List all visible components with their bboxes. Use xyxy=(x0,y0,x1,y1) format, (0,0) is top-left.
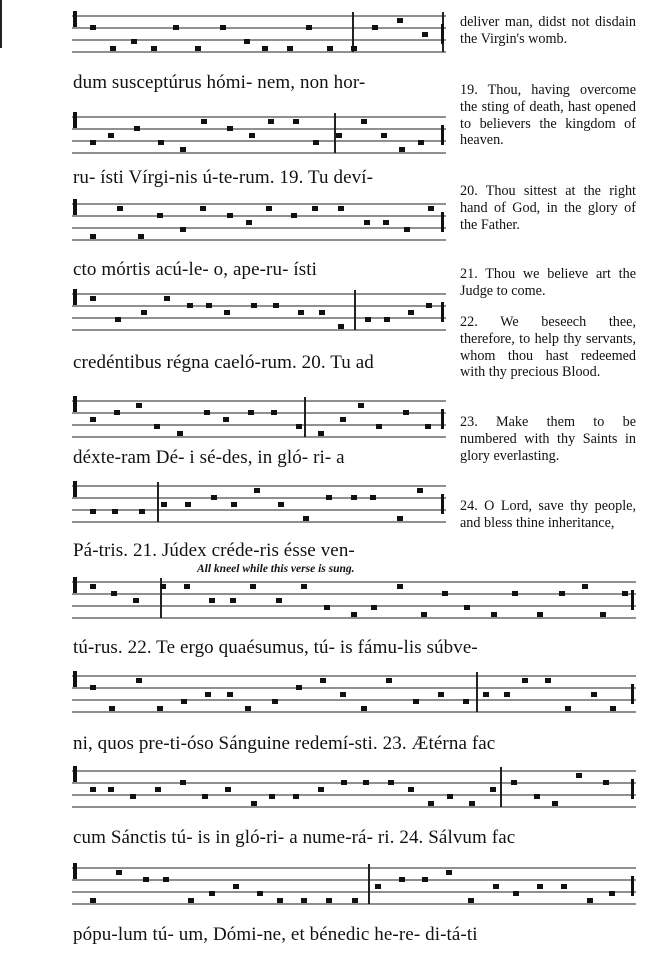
neume-note xyxy=(408,787,414,792)
bar-line xyxy=(304,397,306,437)
neume-note xyxy=(139,509,145,514)
translation-block-2 xyxy=(460,82,636,149)
neume-note xyxy=(201,119,207,124)
neume-note xyxy=(205,692,211,697)
neume-note xyxy=(188,898,194,903)
custos-icon xyxy=(631,779,634,799)
neume-note xyxy=(109,706,115,711)
neume-note xyxy=(338,324,344,329)
neume-note xyxy=(324,605,330,610)
neume-note xyxy=(340,692,346,697)
neume-note xyxy=(173,25,179,30)
neume-note xyxy=(271,410,277,415)
neume-note xyxy=(111,591,117,596)
neume-note xyxy=(464,605,470,610)
lyric-line: Pá-tris. 21. Júdex créde-ris ésse ven- xyxy=(73,540,355,561)
neume-note xyxy=(361,119,367,124)
neume-note xyxy=(428,801,434,806)
bar-line xyxy=(476,672,478,712)
custos-icon xyxy=(441,302,444,322)
neume-note xyxy=(358,403,364,408)
neume-note xyxy=(384,317,390,322)
custos-icon xyxy=(631,684,634,704)
neume-note xyxy=(185,502,191,507)
neume-note xyxy=(483,692,489,697)
neume-note xyxy=(375,884,381,889)
neume-note xyxy=(112,509,118,514)
neume-note xyxy=(181,699,187,704)
lyric-line: cto mórtis acú-le- o, ape-ru- ísti xyxy=(73,259,317,280)
neume-note xyxy=(442,591,448,596)
neume-note xyxy=(223,417,229,422)
staff xyxy=(72,395,446,443)
neume-note xyxy=(117,206,123,211)
neume-note xyxy=(376,424,382,429)
neume-note xyxy=(511,780,517,785)
staff xyxy=(72,765,636,813)
staff-lines xyxy=(72,288,446,336)
neume-note xyxy=(204,410,210,415)
custos-icon xyxy=(441,212,444,232)
translation-paragraph: 20. Thou sittest at the right hand of God, in the glory of the Father. xyxy=(460,183,636,233)
neume-note xyxy=(90,787,96,792)
neume-note xyxy=(220,25,226,30)
translation-block-5 xyxy=(460,314,636,381)
neume-note xyxy=(254,488,260,493)
neume-note xyxy=(233,884,239,889)
do-clef-icon xyxy=(73,112,77,128)
staff xyxy=(72,480,446,528)
neume-note xyxy=(209,891,215,896)
staff xyxy=(72,670,636,718)
do-clef-icon xyxy=(73,11,77,27)
neume-note xyxy=(160,584,166,589)
neume-note xyxy=(468,898,474,903)
neume-note xyxy=(386,678,392,683)
do-clef-icon xyxy=(73,289,77,305)
lyric-line: credéntibus régna caeló-rum. 20. Tu ad xyxy=(73,352,374,373)
staff-lines xyxy=(72,10,446,58)
neume-note xyxy=(163,877,169,882)
neume-note xyxy=(211,495,217,500)
neume-note xyxy=(397,584,403,589)
neume-note xyxy=(318,431,324,436)
neume-note xyxy=(266,206,272,211)
neume-note xyxy=(422,877,428,882)
neume-note xyxy=(272,699,278,704)
neume-note xyxy=(134,126,140,131)
neume-note xyxy=(422,32,428,37)
neume-note xyxy=(326,898,332,903)
neume-note xyxy=(399,877,405,882)
neume-note xyxy=(296,424,302,429)
neume-note xyxy=(582,584,588,589)
neume-note xyxy=(340,417,346,422)
do-clef-icon xyxy=(73,671,77,687)
neume-note xyxy=(351,495,357,500)
custos-icon xyxy=(441,125,444,145)
translation-block-6 xyxy=(460,414,636,464)
neume-note xyxy=(133,598,139,603)
neume-note xyxy=(591,692,597,697)
neume-note xyxy=(231,502,237,507)
neume-note xyxy=(351,46,357,51)
neume-note xyxy=(303,516,309,521)
staff xyxy=(72,198,446,246)
neume-note xyxy=(209,598,215,603)
neume-note xyxy=(276,598,282,603)
neume-note xyxy=(622,591,628,596)
neume-note xyxy=(336,133,342,138)
neume-note xyxy=(180,227,186,232)
translation-paragraph: 21. Thou we believe art the Judge to come. xyxy=(460,266,636,299)
neume-note xyxy=(609,891,615,896)
neume-note xyxy=(200,206,206,211)
neume-note xyxy=(301,898,307,903)
neume-note xyxy=(504,692,510,697)
neume-note xyxy=(298,310,304,315)
neume-note xyxy=(90,685,96,690)
neume-note xyxy=(426,303,432,308)
neume-note xyxy=(425,424,431,429)
neume-note xyxy=(341,780,347,785)
lyric-line: pópu-lum tú- um, Dómi-ne, et bénedic he-re- di-tá-ti xyxy=(73,924,478,945)
neume-note xyxy=(136,678,142,683)
neume-note xyxy=(306,25,312,30)
neume-note xyxy=(90,296,96,301)
bar-line xyxy=(500,767,502,807)
neume-note xyxy=(403,410,409,415)
neume-note xyxy=(250,584,256,589)
translation-paragraph: 22. We beseech thee, therefore, to help thy servants, whom thou hast redeemed with thy precious Blood. xyxy=(460,314,636,381)
neume-note xyxy=(491,612,497,617)
neume-note xyxy=(206,303,212,308)
neume-note xyxy=(248,410,254,415)
translation-block-1 xyxy=(460,14,636,48)
custos-icon xyxy=(441,24,444,44)
neume-note xyxy=(537,612,543,617)
neume-note xyxy=(463,699,469,704)
neume-note xyxy=(320,678,326,683)
lyric-line: cum Sánctis tú- is in gló-ri- a nume-rá- ri. 24. Sálvum fac xyxy=(73,827,516,848)
neume-note xyxy=(257,891,263,896)
neume-note xyxy=(180,780,186,785)
neume-note xyxy=(151,46,157,51)
neume-note xyxy=(381,133,387,138)
neume-note xyxy=(180,147,186,152)
neume-note xyxy=(493,884,499,889)
neume-note xyxy=(227,692,233,697)
neume-note xyxy=(428,206,434,211)
neume-note xyxy=(90,140,96,145)
neume-note xyxy=(114,410,120,415)
neume-note xyxy=(610,706,616,711)
neume-note xyxy=(278,502,284,507)
neume-note xyxy=(154,424,160,429)
neume-note xyxy=(301,584,307,589)
neume-note xyxy=(227,213,233,218)
neume-note xyxy=(534,794,540,799)
lyric-line: tú-rus. 22. Te ergo quaésumus, tú- is fámu-lis súbve- xyxy=(73,637,478,658)
neume-note xyxy=(447,794,453,799)
lyric-line: ni, quos pre-ti-óso Sánguine redemí-sti. 23. Ætérna fac xyxy=(73,733,496,754)
translation-paragraph: 19. Thou, having overcome the sting of death, hast opened to believers the kingdom of heaven. xyxy=(460,82,636,149)
neume-note xyxy=(537,884,543,889)
neume-note xyxy=(155,787,161,792)
neume-note xyxy=(90,417,96,422)
neume-note xyxy=(287,46,293,51)
neume-note xyxy=(90,509,96,514)
custos-icon xyxy=(631,590,634,610)
neume-note xyxy=(371,605,377,610)
neume-note xyxy=(338,206,344,211)
neume-note xyxy=(296,685,302,690)
neume-note xyxy=(249,133,255,138)
neume-note xyxy=(251,303,257,308)
neume-note xyxy=(187,303,193,308)
neume-note xyxy=(469,801,475,806)
neume-note xyxy=(552,801,558,806)
staff-lines xyxy=(72,198,446,246)
neume-note xyxy=(418,140,424,145)
neume-note xyxy=(383,220,389,225)
neume-note xyxy=(397,18,403,23)
neume-note xyxy=(130,794,136,799)
neume-note xyxy=(545,678,551,683)
neume-note xyxy=(184,584,190,589)
neume-note xyxy=(587,898,593,903)
neume-note xyxy=(273,303,279,308)
bar-line xyxy=(157,482,159,522)
translation-paragraph: deliver man, didst not disdain the Virgin's womb. xyxy=(460,14,636,47)
staff xyxy=(72,111,446,159)
neume-note xyxy=(108,787,114,792)
neume-note xyxy=(446,870,452,875)
bar-line xyxy=(334,113,336,153)
neume-note xyxy=(157,213,163,218)
neume-note xyxy=(388,780,394,785)
staff-lines xyxy=(72,862,636,910)
neume-note xyxy=(108,133,114,138)
neume-note xyxy=(421,612,427,617)
neume-note xyxy=(202,794,208,799)
neume-note xyxy=(293,119,299,124)
neume-note xyxy=(268,119,274,124)
neume-note xyxy=(90,25,96,30)
neume-note xyxy=(365,317,371,322)
neume-note xyxy=(246,220,252,225)
neume-note xyxy=(244,39,250,44)
neume-note xyxy=(413,699,419,704)
neume-note xyxy=(177,431,183,436)
staff xyxy=(72,10,446,58)
translation-block-3 xyxy=(460,183,636,233)
neume-note xyxy=(131,39,137,44)
neume-note xyxy=(161,502,167,507)
neume-note xyxy=(364,220,370,225)
rubric-note: All kneel while this verse is sung. xyxy=(197,563,355,575)
custos-icon xyxy=(441,409,444,429)
neume-note xyxy=(116,870,122,875)
neume-note xyxy=(565,706,571,711)
lyric-line: déxte-ram Dé- i sé-des, in gló- ri- a xyxy=(73,447,345,468)
neume-note xyxy=(600,612,606,617)
neume-note xyxy=(141,310,147,315)
custos-icon xyxy=(441,494,444,514)
translation-block-7 xyxy=(460,498,636,532)
neume-note xyxy=(490,787,496,792)
neume-note xyxy=(603,780,609,785)
staff-lines xyxy=(72,111,446,159)
staff xyxy=(72,576,636,624)
neume-note xyxy=(319,310,325,315)
do-clef-icon xyxy=(73,396,77,412)
neume-note xyxy=(522,678,528,683)
neume-note xyxy=(438,692,444,697)
neume-note xyxy=(110,46,116,51)
staff-lines xyxy=(72,480,446,528)
translation-paragraph: 23. Make them to be numbered with thy Saints in glory everlasting. xyxy=(460,414,636,464)
neume-note xyxy=(313,140,319,145)
neume-note xyxy=(157,706,163,711)
neume-note xyxy=(513,891,519,896)
neume-note xyxy=(404,227,410,232)
bar-line xyxy=(368,864,370,904)
neume-note xyxy=(115,317,121,322)
neume-note xyxy=(399,147,405,152)
do-clef-icon xyxy=(73,577,77,593)
neume-note xyxy=(372,25,378,30)
neume-note xyxy=(227,126,233,131)
translation-block-4 xyxy=(460,266,636,300)
neume-note xyxy=(327,46,333,51)
neume-note xyxy=(363,780,369,785)
neume-note xyxy=(230,598,236,603)
neume-note xyxy=(361,706,367,711)
neume-note xyxy=(318,787,324,792)
lyric-line: dum susceptúrus hómi- nem, non hor- xyxy=(73,72,366,93)
do-clef-icon xyxy=(73,199,77,215)
neume-note xyxy=(512,591,518,596)
do-clef-icon xyxy=(73,766,77,782)
staff xyxy=(72,862,636,910)
neume-note xyxy=(251,801,257,806)
neume-note xyxy=(224,310,230,315)
neume-note xyxy=(195,46,201,51)
neume-note xyxy=(245,706,251,711)
neume-note xyxy=(559,591,565,596)
neume-note xyxy=(351,612,357,617)
neume-note xyxy=(576,773,582,778)
bar-line xyxy=(354,290,356,330)
neume-note xyxy=(291,213,297,218)
neume-note xyxy=(312,206,318,211)
staff xyxy=(72,288,446,336)
neume-note xyxy=(143,877,149,882)
neume-note xyxy=(90,234,96,239)
neume-note xyxy=(397,516,403,521)
translation-paragraph: 24. O Lord, save thy people, and bless thine inheritance, xyxy=(460,498,636,531)
neume-note xyxy=(225,787,231,792)
staff-lines xyxy=(72,765,636,813)
staff-lines xyxy=(72,670,636,718)
neume-note xyxy=(561,884,567,889)
lyric-line: ru- ísti Vírgi-nis ú-te-rum. 19. Tu deví- xyxy=(73,167,374,188)
do-clef-icon xyxy=(73,481,77,497)
neume-note xyxy=(90,584,96,589)
neume-note xyxy=(138,234,144,239)
neume-note xyxy=(262,46,268,51)
do-clef-icon xyxy=(73,863,77,879)
neume-note xyxy=(158,140,164,145)
staff-lines xyxy=(72,576,636,624)
neume-note xyxy=(136,403,142,408)
staff-lines xyxy=(72,395,446,443)
neume-note xyxy=(164,296,170,301)
custos-icon xyxy=(631,876,634,896)
neume-note xyxy=(417,488,423,493)
neume-note xyxy=(370,495,376,500)
neume-note xyxy=(277,898,283,903)
neume-note xyxy=(90,898,96,903)
neume-note xyxy=(352,898,358,903)
neume-note xyxy=(408,310,414,315)
neume-note xyxy=(293,794,299,799)
neume-note xyxy=(269,794,275,799)
page-edge-rule xyxy=(0,0,2,48)
neume-note xyxy=(326,495,332,500)
